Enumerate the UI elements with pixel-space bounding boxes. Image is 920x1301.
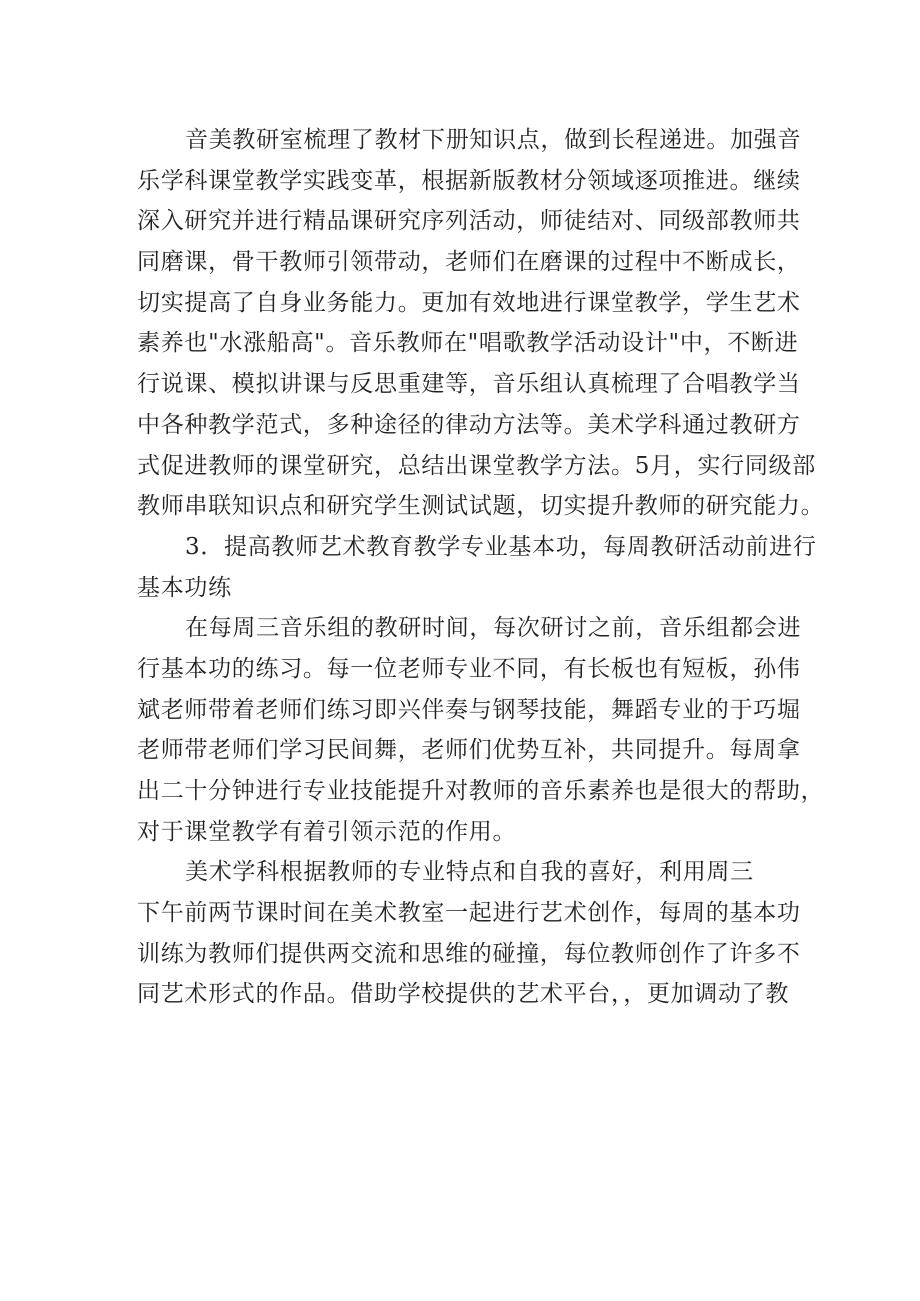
section-heading-line: 3．提高教师艺术教育教学专业基本功，每周教研活动前进行 xyxy=(185,533,817,560)
paragraph-line: 训练为教师们提供两交流和思维的碰撞，每位教师创作了许多不 xyxy=(137,940,801,967)
paragraph-line: 教师串联知识点和研究学生测试试题，切实提升教师的研究能力。 xyxy=(137,493,825,520)
paragraph-line: 式促进教师的课堂研究，总结出课堂教学方法。5月，实行同级部 xyxy=(137,452,816,479)
paragraph-line: 乐学科课堂教学实践变革，根据新版教材分领域逐项推进。继续 xyxy=(137,167,801,194)
paragraph-line: 斌老师带着老师们练习即兴伴奏与钢琴技能，舞蹈专业的于巧堀 xyxy=(137,696,801,723)
paragraph-line: 美术学科根据教师的专业特点和自我的喜好，利用周三 xyxy=(185,859,754,886)
paragraph-line: 老师带老师们学习民间舞，老师们优势互补，共同提升。每周拿 xyxy=(137,737,801,764)
section-heading-line: 基本功练 xyxy=(137,574,232,601)
paragraph-line: 行基本功的练习。每一位老师专业不同，有长板也有短板，孙伟 xyxy=(137,655,801,682)
paragraph-line: 出二十分钟进行专业技能提升对教师的音乐素养也是很大的帮助， xyxy=(137,778,825,804)
paragraph-line: 行说课、模拟讲课与反思重建等，音乐组认真梳理了合唱教学当 xyxy=(137,371,801,398)
paragraph-line: 在每周三音乐组的教研时间，每次研讨之前，音乐组都会进 xyxy=(185,615,802,642)
paragraph-line: 下午前两节课时间在美术教室一起进行艺术创作，每周的基本功 xyxy=(137,900,801,927)
paragraph-line: 对于课堂教学有着引领示范的作用。 xyxy=(137,818,517,845)
paragraph-line: 深入研究并进行精品课研究序列活动，师徒结对、同级部教师共 xyxy=(137,208,801,235)
paragraph-line: 同艺术形式的作品。借助学校提供的艺术平台，，更加调动了教 xyxy=(137,981,790,1008)
paragraph-line: 切实提高了自身业务能力。更加有效地进行课堂教学，学生艺术 xyxy=(137,289,801,316)
paragraph-line: 中各种教学范式，多种途径的律动方法等。美术学科通过教研方 xyxy=(137,411,801,438)
paragraph-line: 音美教研室梳理了教材下册知识点，做到长程递进。加强音 xyxy=(185,127,802,153)
document-body xyxy=(137,120,825,1015)
paragraph-line: 同磨课，骨干教师引领带动，老师们在磨课的过程中不断成长， xyxy=(137,249,801,276)
paragraph-line: 素养也"水涨船高"。音乐教师在"唱歌教学活动设计"中，不断进 xyxy=(137,330,799,357)
